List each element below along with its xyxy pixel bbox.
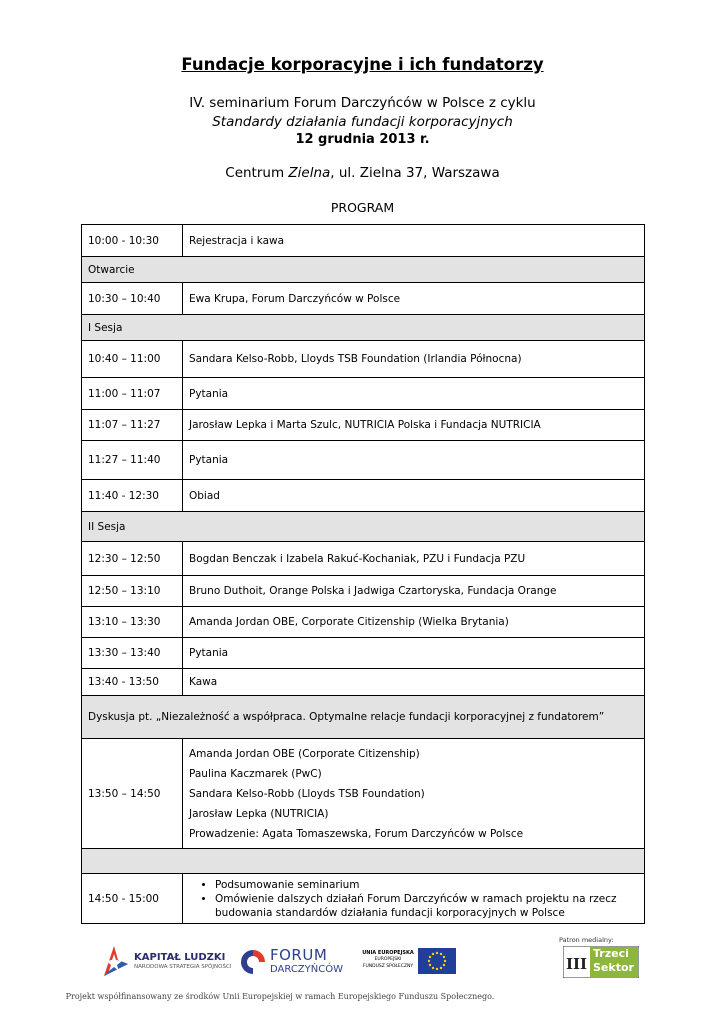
section-row-session-1	[82, 315, 645, 341]
trzeci-word: Trzeci	[593, 947, 629, 960]
eu-logo	[360, 948, 460, 976]
table-row	[82, 283, 645, 315]
agenda-table	[81, 224, 645, 924]
time-cell: 13:30 – 13:40	[82, 638, 183, 669]
eu-text-2: EUROPEJSKI	[374, 957, 402, 962]
item-cell: Bruno Duthoit, Orange Polska i Jadwiga Czartoryska, Fundacja Orange	[183, 576, 645, 607]
kapital-ludzki-name: KAPITAŁ LUDZKI	[134, 952, 226, 963]
eu-text-1: UNIA EUROPEJSKA	[362, 950, 414, 956]
table-row	[82, 480, 645, 512]
panelist: Sandara Kelso-Robb (Lloyds TSB Foundation)	[189, 787, 425, 800]
time-cell: 10:30 – 10:40	[82, 283, 183, 315]
table-row	[82, 669, 645, 696]
venue-name: Zielna	[288, 165, 331, 181]
media-patron-label: Patron medialny:	[559, 936, 614, 944]
cofinancing-note: Projekt współfinansowany ze środków Unii Europejskiej w ramach Europejskiego Funduszu Społecznego.	[65, 992, 495, 1001]
empty-separator-row	[82, 849, 645, 874]
time-cell: 14:50 - 15:00	[82, 874, 183, 924]
discussion-title: Dyskusja pt. „Niezależność a współpraca. Optymalne relacje fundacji korporacyjnej z fundatorem”	[82, 696, 645, 739]
item-cell: Pytania	[183, 378, 645, 410]
summary-row	[82, 874, 645, 924]
time-cell: 11:00 – 11:07	[82, 378, 183, 410]
series-name: Standardy działania fundacji korporacyjnych	[212, 114, 513, 130]
list-item: • Podsumowanie seminarium	[215, 878, 638, 892]
time-cell: 12:50 – 13:10	[82, 576, 183, 607]
section-row-session-2	[82, 512, 645, 542]
table-row	[82, 607, 645, 638]
panelist: Jarosław Lepka (NUTRICIA)	[189, 807, 329, 820]
item-cell: Ewa Krupa, Forum Darczyńców w Polsce	[183, 283, 645, 315]
summary-cell	[183, 874, 645, 924]
table-row	[82, 576, 645, 607]
table-row	[82, 378, 645, 410]
item-cell: Pytania	[183, 441, 645, 480]
discussion-row	[82, 696, 645, 739]
panelists-cell	[183, 739, 645, 849]
section-label: II Sesja	[82, 512, 645, 542]
time-cell: 10:40 – 11:00	[82, 341, 183, 378]
list-item: • Omówienie dalszych działań Forum Darczyńców w ramach projektu na rzecz budowania standardów działania fundacji korporacyjnych w Polsce	[215, 892, 638, 920]
table-row	[82, 225, 645, 257]
table-row	[82, 441, 645, 480]
time-cell: 11:07 – 11:27	[82, 410, 183, 441]
time-cell: 13:40 - 13:50	[82, 669, 183, 696]
time-cell: 11:27 – 11:40	[82, 441, 183, 480]
panelist: Amanda Jordan OBE (Corporate Citizenship)	[189, 747, 420, 760]
trzeci-sektor-logo	[563, 946, 639, 986]
item-cell: Amanda Jordan OBE, Corporate Citizenship (Wielka Brytania)	[183, 607, 645, 638]
darczyncow-word: DARCZYŃCÓW	[270, 964, 343, 975]
item-cell: Jarosław Lepka i Marta Szulc, NUTRICIA Polska i Fundacja NUTRICIA	[183, 410, 645, 441]
item-cell: Pytania	[183, 638, 645, 669]
kapital-ludzki-star-icon	[100, 944, 130, 978]
item-cell: Rejestracja i kawa	[183, 225, 645, 257]
time-cell: 13:50 – 14:50	[82, 739, 183, 849]
section-row-opening	[82, 257, 645, 283]
item-cell: Sandara Kelso-Robb, Lloyds TSB Foundation (Irlandia Północna)	[183, 341, 645, 378]
panelist: Paulina Kaczmarek (PwC)	[189, 767, 322, 780]
kapital-ludzki-sub: NARODOWA STRATEGIA SPÓJNOŚCI	[134, 964, 232, 970]
event-date: 12 grudnia 2013 r.	[295, 132, 430, 147]
document-title: Fundacje korporacyjne i ich fundatorzy	[181, 55, 544, 74]
kapital-ludzki-logo	[100, 944, 232, 978]
item-cell: Kawa	[183, 669, 645, 696]
section-label: I Sesja	[82, 315, 645, 341]
program-heading: PROGRAM	[330, 200, 395, 215]
table-row	[82, 410, 645, 441]
item-cell: Obiad	[183, 480, 645, 512]
forum-word: FORUM	[270, 946, 328, 964]
time-cell: 13:10 – 13:30	[82, 607, 183, 638]
time-cell: 12:30 – 12:50	[82, 542, 183, 576]
section-label: Otwarcie	[82, 257, 645, 283]
venue: Centrum Zielna, ul. Zielna 37, Warszawa	[225, 165, 500, 181]
seminar-subtitle: IV. seminarium Forum Darczyńców w Polsce z cyklu	[189, 95, 536, 111]
forum-darczyncow-mark-icon	[240, 948, 266, 976]
panel-row	[82, 739, 645, 849]
forum-darczyncow-logo	[240, 944, 350, 978]
eu-text-3: FUNDUSZ SPOŁECZNY	[362, 964, 414, 969]
sektor-word: Sektor	[593, 961, 634, 974]
trzeci-sektor-roman: III	[566, 955, 588, 973]
table-row	[82, 341, 645, 378]
time-cell: 10:00 - 10:30	[82, 225, 183, 257]
moderator: Prowadzenie: Agata Tomaszewska, Forum Darczyńców w Polsce	[189, 827, 524, 840]
eu-flag-icon	[418, 948, 456, 974]
table-row	[82, 638, 645, 669]
table-row	[82, 542, 645, 576]
item-cell: Bogdan Benczak i Izabela Rakuć-Kochaniak, PZU i Fundacja PZU	[183, 542, 645, 576]
time-cell: 11:40 - 12:30	[82, 480, 183, 512]
summary-list	[189, 878, 638, 920]
